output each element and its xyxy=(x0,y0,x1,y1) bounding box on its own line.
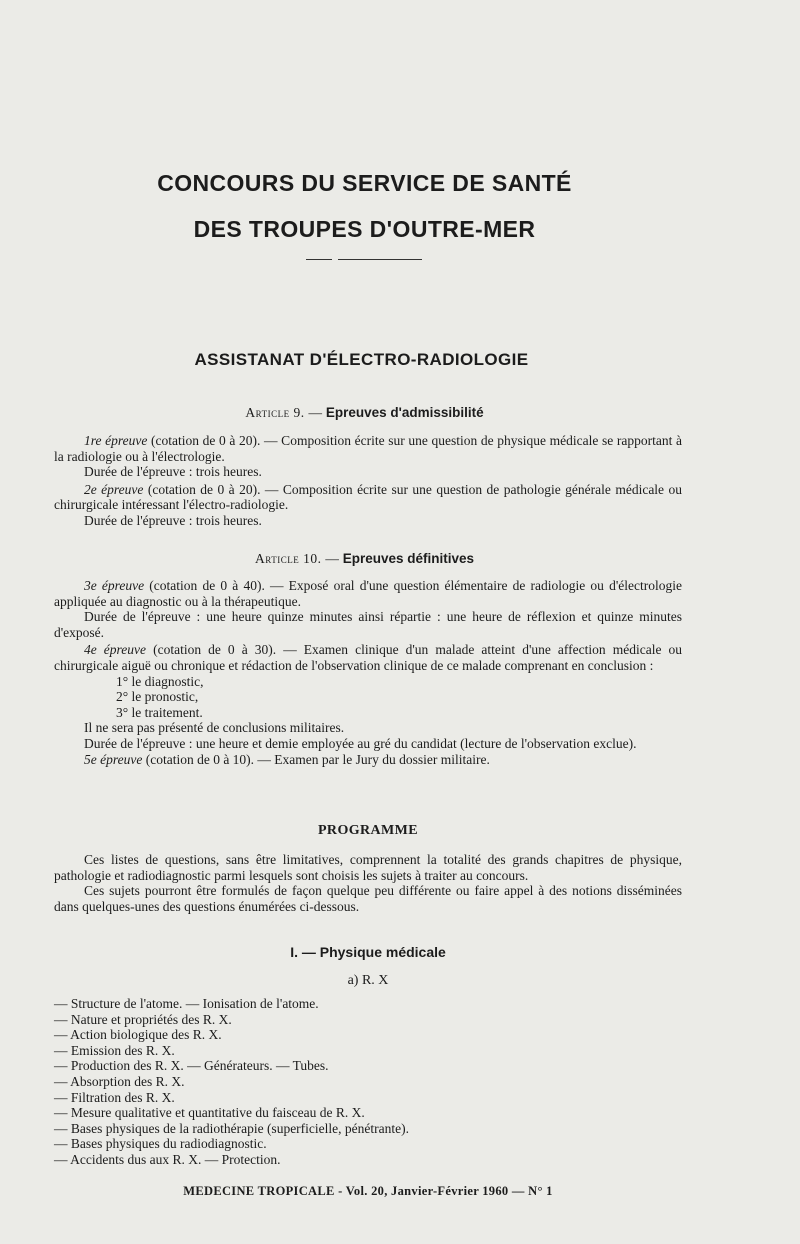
epreuve-1-text: (cotation de 0 à 20). — Composition écrite sur une question de physique médicale se rapportant à la radiologie ou à l'électrologie. xyxy=(54,433,682,464)
list-item: — Bases physiques du radiodiagnostic. xyxy=(54,1136,267,1152)
programme-paragraph-2: Ces sujets pourront être formulés de façon quelque peu différente ou faire appel à des notions disséminées dans quelques-unes des questions énumérées ci-dessous. xyxy=(54,883,682,914)
article-10-heading xyxy=(0,551,729,567)
programme-body xyxy=(54,852,682,914)
epreuve-4-item: 1° le diagnostic, xyxy=(116,673,204,689)
list-item: — Production des R. X. — Générateurs. — Tubes. xyxy=(54,1058,329,1074)
epreuve-2 xyxy=(54,482,682,513)
list-item: — Mesure qualitative et quantitative du faisceau de R. X. xyxy=(54,1105,365,1121)
article-10-title: Epreuves définitives xyxy=(342,551,475,566)
epreuve-5-label: 5e épreuve xyxy=(84,751,143,767)
epreuve-2-label: 2e épreuve xyxy=(84,481,144,497)
epreuve-3 xyxy=(54,578,682,609)
article-10-body xyxy=(54,578,682,767)
article-10-label: Article 10. — xyxy=(254,551,340,566)
list-item: — Emission des R. X. xyxy=(54,1042,175,1058)
epreuve-5 xyxy=(54,752,682,768)
epreuve-2-text: (cotation de 0 à 20). — Composition écrite sur une question de pathologie générale médicale ou chirurgicale intéressant l'électro-radiologie. xyxy=(54,481,682,513)
article-9-label: Article 9. — xyxy=(245,405,323,420)
epreuve-4-label: 4e épreuve xyxy=(84,642,147,658)
epreuve-2-duree: Durée de l'épreuve : trois heures. xyxy=(84,512,262,528)
epreuve-4-note: Il ne sera pas présenté de conclusions militaires. xyxy=(84,720,345,736)
epreuve-1 xyxy=(54,433,682,464)
epreuve-1-duree: Durée de l'épreuve : trois heures. xyxy=(84,464,262,480)
epreuve-4-text: (cotation de 0 à 30). — Examen clinique d'un malade atteint d'une affection médicale ou chirurgicale aiguë ou chronique et rédaction de l'observation clinique de ce malade comprenant en conclusion : xyxy=(54,642,682,673)
main-title-line-2: DES TROUPES D'OUTRE-MER xyxy=(193,216,536,242)
epreuve-3-duree: Durée de l'épreuve : une heure quinze minutes ainsi répartie : une heure de réflexion et quinze minutes d'exposé. xyxy=(54,609,682,640)
list-item: — Nature et propriétés des R. X. xyxy=(54,1011,232,1027)
list-item: — Bases physiques de la radiothérapie (superficielle, pénétrante). xyxy=(54,1120,409,1136)
article-9-body xyxy=(54,433,682,529)
list-item: — Structure de l'atome. — Ionisation de l'atome. xyxy=(54,996,319,1011)
list-item: — Accidents dus aux R. X. — Protection. xyxy=(54,1151,281,1167)
epreuve-4 xyxy=(54,642,682,673)
article-9-title: Epreuves d'admissibilité xyxy=(325,405,484,420)
section-1-subheading: a) R. X xyxy=(347,973,389,988)
article-9-heading xyxy=(0,405,729,421)
epreuve-5-text: (cotation de 0 à 10). — Examen par le Jury du dossier militaire. xyxy=(142,751,490,767)
list-item: — Action biologique des R. X. xyxy=(54,1027,222,1043)
programme-paragraph-1: Ces listes de questions, sans être limitatives, comprennent la totalité des grands chapitres de physique, pathologie et radiodiagnostic parmi lesquels sont choisis les sujets à traiter au concours. xyxy=(54,852,682,883)
section-subtitle: ASSISTANAT D'ÉLECTRO-RADIOLOGIE xyxy=(194,350,529,369)
title-rule-short xyxy=(306,259,332,260)
epreuve-4-item: 2° le pronostic, xyxy=(116,689,199,705)
main-title-line-1: CONCOURS DU SERVICE DE SANTÉ xyxy=(157,170,572,196)
programme-heading: PROGRAMME xyxy=(317,823,419,838)
page-footer: MEDECINE TROPICALE - Vol. 20, Janvier-Février 1960 — N° 1 xyxy=(183,1184,553,1198)
epreuve-1-label: 1re épreuve xyxy=(84,433,148,448)
epreuve-3-label: 3e épreuve xyxy=(84,578,145,593)
section-1-heading: I. — Physique médicale xyxy=(290,944,446,960)
list-item: — Filtration des R. X. xyxy=(54,1089,175,1105)
title-rule-long xyxy=(338,259,422,260)
epreuve-3-text: (cotation de 0 à 40). — Exposé oral d'une question élémentaire de radiologie ou d'électrologie appliquée au diagnostic ou à la thérapeutique. xyxy=(54,578,682,609)
section-1-list xyxy=(54,996,694,1168)
epreuve-4-item: 3° le traitement. xyxy=(116,704,203,720)
list-item: — Absorption des R. X. xyxy=(54,1073,185,1089)
epreuve-4-duree: Durée de l'épreuve : une heure et demie employée au gré du candidat (lecture de l'observation exclue). xyxy=(84,735,637,751)
